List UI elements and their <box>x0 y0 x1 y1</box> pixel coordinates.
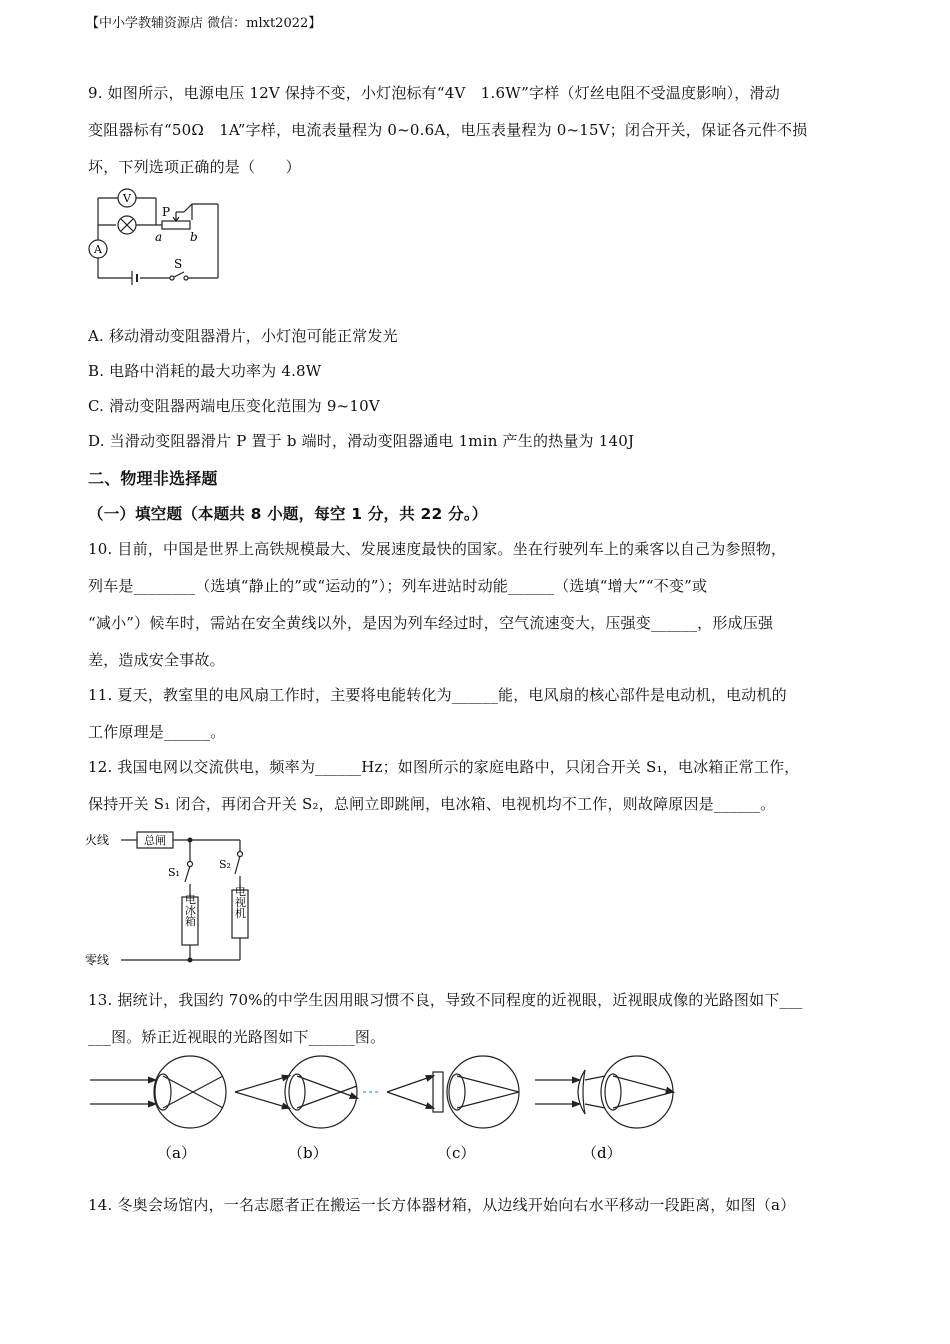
q11-line-1: 11. 夏天，教室里的电风扇工作时，主要将电能转化为______能，电风扇的核心部件是电动机，电动机的 <box>88 686 787 704</box>
main-switch-label: 总闸 <box>144 834 166 847</box>
caption-d: （d） <box>582 1144 622 1162</box>
q9-option-d: D. 当滑动变阻器滑片 P 置于 b 端时，滑动变阻器通电 1min 产生的热量为 140J <box>88 432 635 450</box>
q11-line-2: 工作原理是______。 <box>88 723 226 741</box>
q9-circuit-diagram <box>80 182 230 292</box>
q10-line-2: 列车是________（选填“静止的”或“运动的”）；列车进站时动能______（选填“增大”“不变”或 <box>88 577 708 595</box>
q13-line-2: ___图。矫正近视眼的光路图如下______图。 <box>88 1028 386 1046</box>
voltmeter-label: V <box>123 192 131 205</box>
eye-diagram-a <box>90 1056 226 1128</box>
section-2-subtitle: （一）填空题（本题共 8 小题，每空 1 分，共 22 分。） <box>88 505 488 523</box>
q10-line-3: “减小”）候车时，需站在安全黄线以外，是因为列车经过时，空气流速变大，压强变______，形成压强 <box>88 614 774 632</box>
q12-household-circuit-diagram <box>85 822 265 972</box>
slider-label: P <box>162 205 171 219</box>
q13-eye-diagrams <box>85 1052 685 1167</box>
q12-line-1: 12. 我国电网以交流供电，频率为______Hz；如图所示的家庭电路中，只闭合开关 S₁，电冰箱正常工作， <box>88 758 800 776</box>
eye-diagram-c <box>363 1056 519 1128</box>
q9-option-a: A. 移动滑动变阻器滑片，小灯泡可能正常发光 <box>88 327 398 345</box>
switch-label: S <box>174 257 183 271</box>
caption-a: （a） <box>157 1144 196 1162</box>
q12-line-2: 保持开关 S₁ 闭合，再闭合开关 S₂，总闸立即跳闸，电冰箱、电视机均不工作，则故障原因是______。 <box>88 795 776 813</box>
eye-diagram-d <box>535 1056 673 1128</box>
end-a-label: a <box>155 230 163 244</box>
live-wire-label: 火线 <box>85 833 110 847</box>
s1-label: S₁ <box>168 866 180 879</box>
s2-label: S₂ <box>219 858 231 871</box>
end-b-label: b <box>190 230 198 244</box>
caption-b: （b） <box>288 1144 328 1162</box>
q9-line-2: 变阻器标有“50Ω 1A”字样，电流表量程为 0~0.6A，电压表量程为 0~15V；闭合开关，保证各元件不损 <box>88 121 808 139</box>
neutral-wire-label: 零线 <box>85 953 110 967</box>
q9-option-b: B. 电路中消耗的最大功率为 4.8W <box>88 362 322 380</box>
ammeter-label: A <box>94 243 102 256</box>
eye-diagram-b <box>235 1056 357 1128</box>
caption-c: （c） <box>437 1144 476 1162</box>
q10-line-1: 10. 目前，中国是世界上高铁规模最大、发展速度最快的国家。坐在行驶列车上的乘客以自己为参照物， <box>88 540 787 558</box>
q9-line-1: 9. 如图所示，电源电压 12V 保持不变，小灯泡标有“4V 1.6W”字样（灯丝电阻不受温度影响），滑动 <box>88 84 780 102</box>
tv-label: 电视机 <box>233 885 247 919</box>
q10-line-4: 差，造成安全事故。 <box>88 651 225 669</box>
q13-line-1: 13. 据统计，我国约 70%的中学生因用眼习惯不良，导致不同程度的近视眼，近视眼成像的光路图如下___ <box>88 991 803 1009</box>
page-header: 【中小学教辅资源店 微信：mlxt2022】 <box>86 16 322 31</box>
q14-line-1: 14. 冬奥会场馆内，一名志愿者正在搬运一长方体器材箱，从边线开始向右水平移动一段距离，如图（a） <box>88 1196 796 1214</box>
fridge-label: 电冰箱 <box>183 893 197 927</box>
section-2-title: 二、物理非选择题 <box>88 469 218 488</box>
q9-option-c: C. 滑动变阻器两端电压变化范围为 9~10V <box>88 397 380 415</box>
q9-line-3: 坏，下列选项正确的是（ ） <box>88 158 301 176</box>
